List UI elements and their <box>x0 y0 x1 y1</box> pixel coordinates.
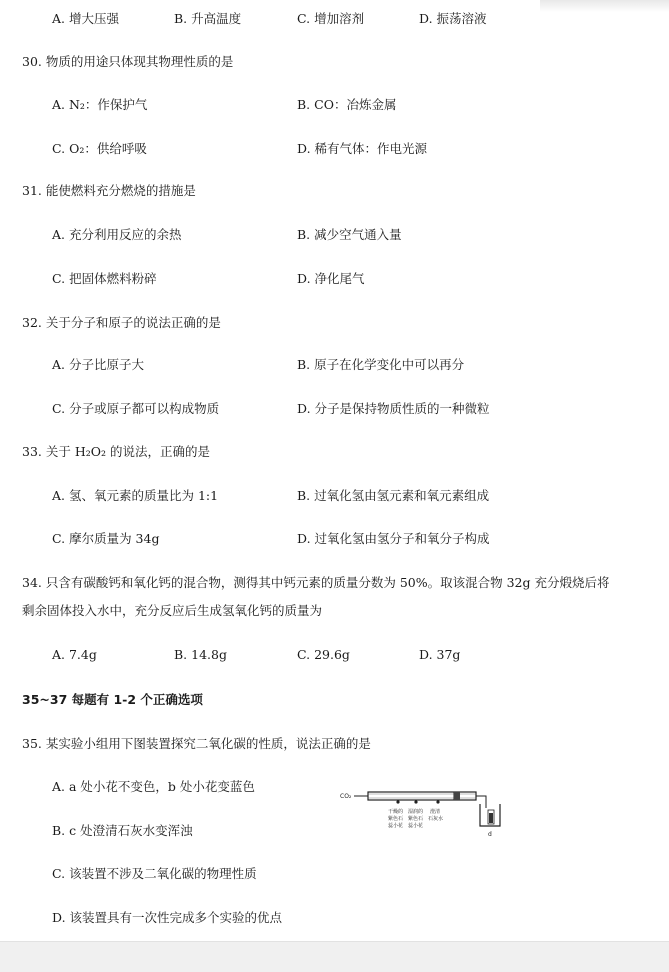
q35-option-d: D. 该装置具有一次性完成多个实验的优点 <box>52 910 283 925</box>
figure-label-c2: 石灰水 <box>428 816 444 822</box>
q34-stem-line1: 34. 只含有碳酸钙和氧化钙的混合物，测得其中钙元素的质量分数为 50%。取该混合物 32g 充分煅烧后将 <box>22 575 610 590</box>
figure-flower-a <box>396 800 399 803</box>
q34-stem-line2: 剩余固体投入水中，充分反应后生成氢氧化钙的质量为 <box>22 603 323 618</box>
q30-option-b: B. CO：冶炼金属 <box>297 97 397 112</box>
figure-label-b1: 湿润的 <box>408 809 424 815</box>
q32-option-c: C. 分子或原子都可以构成物质 <box>52 401 220 416</box>
q35-stem: 35. 某实验小组用下图装置探究二氧化碳的性质，说法正确的是 <box>22 736 371 751</box>
q33-stem: 33. 关于 H₂O₂ 的说法，正确的是 <box>22 444 210 459</box>
q29-option-c: C. 增加溶剂 <box>297 11 365 26</box>
figure-limewater-c <box>436 800 439 803</box>
figure-stopper <box>454 792 460 800</box>
q35-option-c: C. 该装置不涉及二氧化碳的物理性质 <box>52 866 257 881</box>
q34-option-a: A. 7.4g <box>52 647 97 662</box>
q32-option-b: B. 原子在化学变化中可以再分 <box>297 357 465 372</box>
q32-stem: 32. 关于分子和原子的说法正确的是 <box>22 315 221 330</box>
figure-label-a3: 蕊小花 <box>388 823 404 829</box>
q29-option-b: B. 升高温度 <box>174 11 242 26</box>
figure-label-b2: 紫色石 <box>408 816 424 822</box>
q33-option-a: A. 氢、氧元素的质量比为 1:1 <box>52 488 219 503</box>
q31-option-b: B. 减少空气通入量 <box>297 227 402 242</box>
q30-option-d: D. 稀有气体：作电光源 <box>297 141 428 156</box>
q31-option-c: C. 把固体燃料粉碎 <box>52 271 157 286</box>
figure-flower-b <box>414 800 417 803</box>
q29-option-a: A. 增大压强 <box>52 11 119 26</box>
figure-label-c1: 澄清 <box>430 809 441 815</box>
q33-option-d: D. 过氧化氢由氢分子和氧分子构成 <box>297 531 490 546</box>
figure-label-d: d <box>488 831 492 838</box>
q33-option-b: B. 过氧化氢由氢元素和氧元素组成 <box>297 488 490 503</box>
figure-outlet-pipe <box>476 796 486 808</box>
figure-label-a1: 干燥的 <box>388 809 404 815</box>
q32-option-d: D. 分子是保持物质性质的一种微粒 <box>297 401 490 416</box>
q31-option-d: D. 净化尾气 <box>297 271 365 286</box>
q30-option-a: A. N₂：作保护气 <box>52 97 148 112</box>
q29-option-d: D. 振荡溶液 <box>419 11 487 26</box>
figure-co2-label: CO₂ <box>340 793 352 800</box>
bottom-bar <box>0 941 669 972</box>
top-shade <box>540 0 669 12</box>
q30-stem: 30. 物质的用途只体现其物理性质的是 <box>22 54 234 69</box>
q30-option-c: C. O₂：供给呼吸 <box>52 141 147 156</box>
q31-option-a: A. 充分利用反应的余热 <box>52 227 182 242</box>
q31-stem: 31. 能使燃料充分燃烧的措施是 <box>22 183 196 198</box>
q34-option-b: B. 14.8g <box>174 647 227 662</box>
figure-label-b3: 蕊小花 <box>408 823 424 829</box>
q35-option-b: B. c 处澄清石灰水变浑浊 <box>52 823 193 838</box>
q35-option-a: A. a 处小花不变色，b 处小花变蓝色 <box>52 779 255 794</box>
co2-apparatus-figure <box>338 780 518 840</box>
q33-option-c: C. 摩尔质量为 34g <box>52 531 160 546</box>
figure-label-a2: 紫色石 <box>388 816 404 822</box>
section-heading: 35~37 每题有 1-2 个正确选项 <box>22 692 203 707</box>
q34-option-d: D. 37g <box>419 647 461 662</box>
q34-option-c: C. 29.6g <box>297 647 350 662</box>
q32-option-a: A. 分子比原子大 <box>52 357 144 372</box>
